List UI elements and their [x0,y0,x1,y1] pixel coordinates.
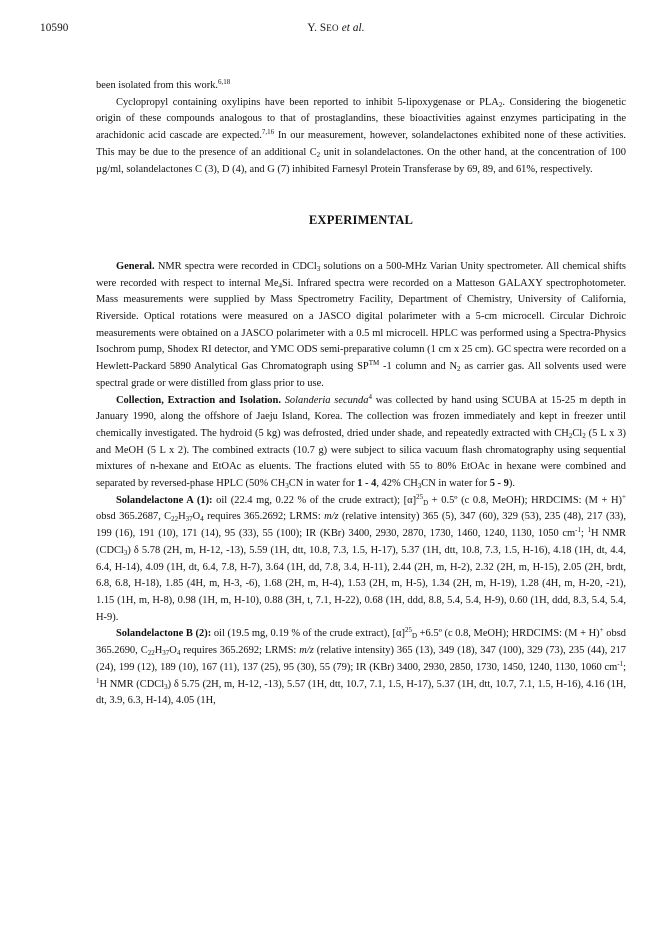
superscript: -1 [575,526,581,535]
subscript: 2 [498,100,503,109]
subscript: 4 [176,649,181,658]
collection-text-5: , 42% CH [376,478,418,490]
subscript: 4 [278,281,282,290]
lactone-b-text-6: requires 365.2692; LRMS: [180,645,300,657]
superscript: + [599,626,604,635]
intro-paragraph-2 [96,95,626,179]
lactone-a-text-6: requires 365.2692; LRMS: [203,511,325,523]
subscript: 37 [185,515,193,524]
superscript: 25 [416,492,424,501]
lactone-b-text-7: (relative intensity) 365 (13), 349 (18), 347 (100), 329 (73), 235 (44), 217 (24), 199 (12), 189 (10), 167 (11), 137 (25), 95 (30), 55 (79); IR (KBr) 3400, 2930, 2850, 1730, 1450, 1240, 1130, 1060 cm [96,645,627,673]
lactone-a-text-4: H [178,511,186,523]
collection-text-6: CN in water for [421,478,490,490]
solandelactone-b-paragraph [96,626,626,710]
subscript: 2 [457,365,461,374]
subscript: 3 [316,264,321,273]
citation-ref: 6,18 [218,78,231,86]
solandelactone-b-heading: Solandelactone B (2): [116,628,212,640]
intro-p2-text-d: unit in solandelactones. On the other hand, at the concentration of 100 µg/ml, solandelactones C (3), D (4), and G (7) inhibited Farnesyl Protein Transferase by 69, 89, and 61%, respectively. [96,146,626,175]
collection-heading: Collection, Extraction and Isolation. [116,394,281,406]
species-name: Solanderia secunda [284,394,369,406]
collection-paragraph [96,393,626,493]
subscript: 2 [316,150,321,159]
collection-text-3: (5 L x 3) and MeOH (5 L x 2). The combined extracts (10.7 g) were subject to silica vacuum flash chromatography using sequential mixtures of n-hexane and EtOAc as eluents. The fractions eluted with 55 to 80% EtOAc in hexane were combined and separated by reversed-phase HPLC (50% CH [96,427,626,490]
mz-italic: m/z [299,645,314,657]
trademark-superscript: TM [368,359,380,368]
intro-p2-text-b: . Considering the biogenetic origin of these compounds analogous to that of prostaglandins, these bioactivities against enzymes participating in the arachidonic acid cascade are expected. [96,96,626,142]
subscript: 2 [568,431,573,440]
lactone-b-text-9: H NMR (CDCl [99,678,165,690]
subscript: D [423,498,429,507]
lactone-b-text-1: oil (19.5 mg, 0.19 % of the crude extract), [α] [211,628,405,640]
subscript: 4 [200,515,204,524]
general-text-5: as carrier gas. All solvents used were spectral grade or were distilled from glass prior to use. [96,361,626,389]
general-heading: General. [116,260,155,272]
citation-ref: 4 [368,392,372,401]
article-body [96,78,626,710]
running-head-initial: Y. S [307,22,327,34]
collection-text-2: Cl [572,427,583,439]
general-paragraph [96,259,626,393]
lactone-b-text-4: H [154,645,163,657]
page-number: 10590 [40,22,69,34]
running-head-et-al: et al. [338,22,365,34]
lactone-a-text-1: oil (22.4 mg, 0.22 % of the crude extract); [α] [212,494,417,506]
lactone-a-text-5: O [192,511,201,523]
collection-text-7: ). [508,478,515,490]
superscript: 25 [404,626,412,635]
superscript: 1 [96,676,100,685]
subscript: 3 [417,482,422,491]
general-text-2: solutions on a 500-MHz Varian Unity spectrometer. All chemical shifts were recorded with respect to internal Me [96,260,626,289]
intro-paragraph-1 [96,78,626,95]
subscript: 22 [171,515,179,524]
general-text-1: NMR spectra were recorded in CDCl [154,260,317,272]
running-head [40,22,632,34]
intro-p2-text-a: Cyclopropyl containing oxylipins have been reported to inhibit 5-lipoxygenase or PLA [116,96,499,108]
subscript: 3 [164,682,168,691]
mz-italic: m/z [324,511,339,523]
lactone-a-text-8: ; [580,528,588,540]
lactone-b-text-10: ) δ 5.75 (2H, m, H-12, -13), 5.57 (1H, dtt, 10.7, 7.1, 1.5, H-17), 5.37 (1H, dtt, 10.7, 7.1, 1.5, H-16), 4.16 (1H, dt, 3.9, 6.3, H-14), 4.05 (1H, [96,678,627,707]
intro-p2-text-c: In our measurement, however, solandelactones exhibited none of these activities. This may be due to the presence of an additional C [96,130,626,158]
general-text-3: Si. Infrared spectra were recorded on a Matteson GALAXY spectrophotometer. Mass measurements were supplied by Mass Spectrometry Facility, Department of Chemistry, University of California, Riverside. Optical rotations were measured on a JASCO digital polarimeter with a 5-cm microcell. Circular Dichroic measurements were obtained on a JASCO polarimeter with a 0.5 ml microcell. HPLC was performed using a Spectra-Physics Isochrom pump, Shodex RI detector, and YMC ODS semi-preparative column (1 cm x 25 cm). GC spectra were recorded on a Hewlett-Packard 5890 Analytical Gas Chromatograph using SP [96,277,627,373]
compound-range-bold: 1 - 4 [357,478,377,490]
page-header [40,22,632,42]
collection-text-1: was collected by hand using SCUBA at 15-25 m depth in January 1990, along the offshore of Jaeju Island, Korea. The collection was frozen immediately and kept in freezer until chemically investigated. The hydroid (5 kg) was defrosted, dried under shade, and repeatedly extracted with CH [96,394,627,439]
collection-text-4: CN in water for [288,478,358,490]
lactone-a-text-9: H NMR (CDCl [96,528,626,556]
lactone-a-text-10: ) δ 5.78 (2H, m, H-12, -13), 5.59 (1H, dtt, 10.8, 7.3, 1.5, H-17), 5.37 (1H, dtt, 10.8, 7.3, 1.5, H-16), 4.18 (1H, dt, 4.4, 6.4, H-14), 4.09 (1H, dt, 6.4, 7.8, H-7), 3.64 (1H, dd, 7.8, 3.4, H-11), 2.44 (2H, m, H-2), 2.32 (2H, m, H-15), 2.05 (2H, brdt, 6.8, 6.8, H-18), 1.85 (4H, m, H-3, -6), 1.68 (2H, m, H-4), 1.53 (2H, m, H-5), 1.34 (2H, m, H-19), 1.28 (4H, m, H-20, -21), 1.15 (1H, m, H-8), 0.98 (1H, m, H-10), 0.88 (3H, t, 7.1, H-22), 0.68 (1H, ddd, 8.8, 5.4, 5.4, H-9), 0.60 (1H, ddd, 8.3, 5.4, 5.4, H-9). [96,544,626,623]
lactone-a-text-7: (relative intensity) 365 (5), 347 (60), 329 (53), 235 (48), 217 (33), 199 (16), 191 (10), 171 (14), 95 (33), 55 (100); IR (KBr) 3400, 2930, 2870, 1730, 1460, 1240, 1130, 1050 cm [96,511,626,540]
citation-ref: 7,16 [261,128,275,137]
subscript: 3 [285,482,289,491]
lactone-b-text-2: +6.5º (c 0.8, MeOH); HRDCIMS: (M + H) [417,628,600,640]
superscript: -1 [617,659,624,668]
superscript: 1 [587,526,592,535]
lactone-a-text-3: obsd 365.2687, C [96,511,172,523]
lactone-a-text-2: + 0.5º (c 0.8, MeOH); HRDCIMS: (M + H) [428,494,623,506]
lactone-b-text-5: O [169,645,177,657]
compound-range-bold: 5 - 9 [489,478,509,490]
subscript: 3 [123,548,128,557]
running-head-surname: EO [326,23,339,33]
lactone-b-text-8: ; [623,661,626,673]
solandelactone-a-paragraph [96,493,626,627]
intro-p1-text: been isolated from this work. [96,80,219,91]
superscript: + [622,492,626,501]
general-text-4: -1 column and N [379,361,458,373]
lactone-b-text-3: obsd 365.2690, C [96,628,626,657]
subscript: 37 [162,649,170,658]
subscript: D [411,632,417,641]
section-heading-experimental: EXPERIMENTAL [308,213,414,228]
solandelactone-a-heading: Solandelactone A (1): [116,494,213,506]
subscript: 22 [147,649,155,658]
subscript: 2 [582,431,586,440]
